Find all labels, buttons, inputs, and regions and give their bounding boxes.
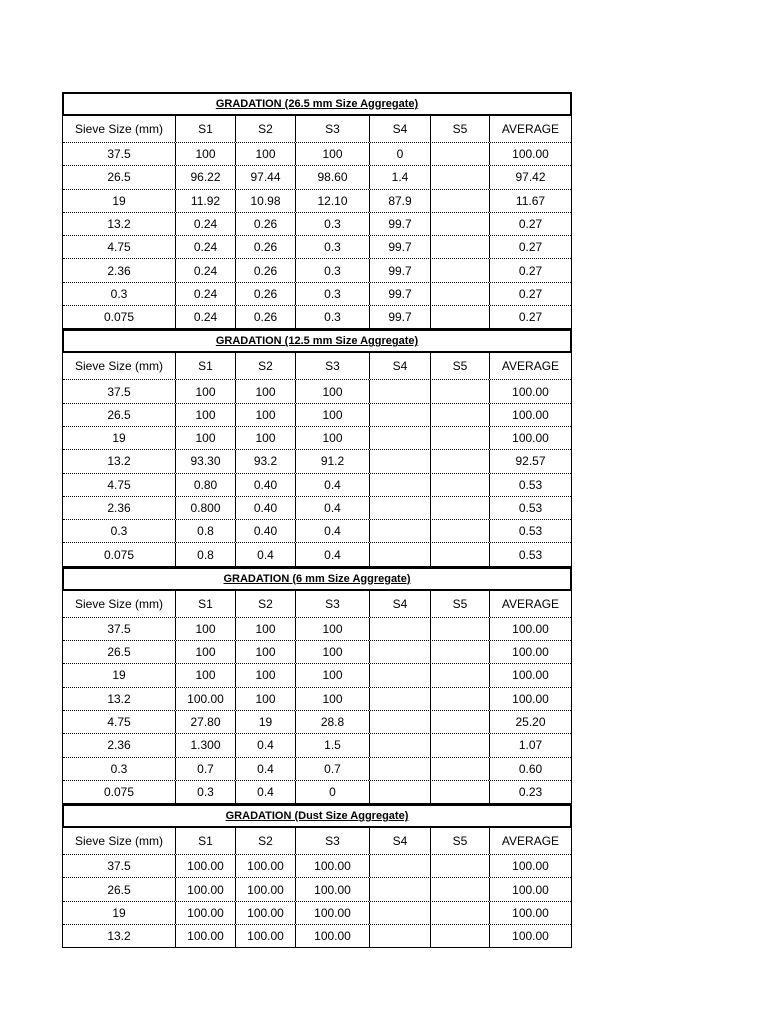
cell-s3: 0.3 <box>296 283 370 305</box>
cell-s5 <box>431 427 490 449</box>
cell-average: 0.53 <box>518 477 543 492</box>
cell-s3: 100.00 <box>296 925 370 947</box>
cell-sieve-size: 19 <box>63 902 176 924</box>
cell-sieve-size: 19 <box>63 427 176 449</box>
cell-s5 <box>431 855 490 877</box>
column-header-average: AVERAGE <box>501 122 560 136</box>
cell-s3: 0.3 <box>296 213 370 235</box>
cell-s5 <box>431 143 490 165</box>
header-row <box>63 116 571 143</box>
cell-average: 100.00 <box>512 645 549 660</box>
cell-s1: 100.00 <box>176 688 236 710</box>
cell-s2: 0.4 <box>236 758 296 780</box>
column-header-sieve-size: Sieve Size (mm) <box>63 828 176 854</box>
cell-s4: 99.7 <box>370 213 431 235</box>
cell-s1: 100 <box>176 380 236 402</box>
table-body <box>63 143 571 329</box>
cell-s5 <box>431 711 490 733</box>
cell-s5 <box>431 213 490 235</box>
cell-s1: 100.00 <box>176 878 236 900</box>
cell-s2: 100.00 <box>236 902 296 924</box>
cell-s2: 0.40 <box>236 497 296 519</box>
cell-sieve-size: 26.5 <box>63 641 176 663</box>
table-row <box>63 664 571 687</box>
cell-average: 100.00 <box>512 691 549 706</box>
cell-s2: 0.26 <box>236 259 296 281</box>
cell-s1: 0.24 <box>176 306 236 328</box>
table-row <box>63 474 571 497</box>
cell-s3: 0.4 <box>296 474 370 496</box>
cell-s5 <box>431 166 490 188</box>
cell-average: 100.00 <box>512 929 549 944</box>
cell-average: 100.00 <box>512 431 549 446</box>
column-header-s1: S1 <box>176 591 236 617</box>
cell-s5 <box>431 520 490 542</box>
table-row <box>63 641 571 664</box>
cell-s1: 0.80 <box>176 474 236 496</box>
cell-s2: 0.40 <box>236 474 296 496</box>
cell-average: 0.27 <box>518 217 543 232</box>
cell-sieve-size: 13.2 <box>63 213 176 235</box>
header-row <box>63 828 571 855</box>
cell-average: 0.53 <box>518 501 543 515</box>
cell-s1: 100 <box>176 143 236 165</box>
cell-s2: 100 <box>236 380 296 402</box>
cell-s4 <box>370 618 431 640</box>
cell-s3: 100.00 <box>296 855 370 877</box>
column-header-sieve-size: Sieve Size (mm) <box>63 353 176 379</box>
cell-s4 <box>370 688 431 710</box>
cell-s1: 100 <box>176 404 236 426</box>
cell-s1: 0.8 <box>176 543 236 565</box>
table-row <box>63 283 571 306</box>
table-row <box>63 543 571 566</box>
cell-sieve-size: 4.75 <box>63 236 176 258</box>
column-header-s1: S1 <box>176 353 236 379</box>
cell-s2: 100 <box>236 143 296 165</box>
gradation-table <box>62 92 572 329</box>
cell-average: 0.27 <box>518 286 543 301</box>
cell-s3: 100 <box>296 618 370 640</box>
cell-s3: 12.10 <box>296 190 370 212</box>
cell-sieve-size: 13.2 <box>63 925 176 947</box>
cell-s3: 100 <box>296 427 370 449</box>
cell-s5 <box>431 902 490 924</box>
cell-s1: 0.24 <box>176 259 236 281</box>
cell-s5 <box>431 474 490 496</box>
cell-s2: 0.40 <box>236 520 296 542</box>
cell-s1: 27.80 <box>176 711 236 733</box>
cell-s1: 11.92 <box>176 190 236 212</box>
column-header-average: AVERAGE <box>501 359 560 374</box>
cell-s5 <box>431 380 490 402</box>
column-header-sieve-size: Sieve Size (mm) <box>63 591 176 617</box>
cell-s1: 100 <box>176 618 236 640</box>
cell-average: 100.00 <box>512 147 549 162</box>
table-body <box>63 380 571 566</box>
cell-s2: 93.2 <box>236 450 296 472</box>
cell-average: 0.53 <box>518 524 543 539</box>
table-row <box>63 520 571 543</box>
cell-s4 <box>370 711 431 733</box>
column-header-s3: S3 <box>296 353 370 379</box>
cell-average: 97.42 <box>515 170 546 185</box>
column-header-average: AVERAGE <box>501 834 560 849</box>
header-row <box>63 353 571 380</box>
cell-s3: 0 <box>296 781 370 803</box>
cell-s2: 10.98 <box>236 190 296 212</box>
cell-sieve-size: 37.5 <box>63 855 176 877</box>
cell-average: 0.53 <box>518 547 543 562</box>
cell-s4 <box>370 543 431 565</box>
gradation-table <box>62 329 572 566</box>
cell-sieve-size: 37.5 <box>63 618 176 640</box>
cell-s1: 100.00 <box>176 925 236 947</box>
cell-s1: 96.22 <box>176 166 236 188</box>
table-row <box>63 166 571 189</box>
column-header-sieve-size: Sieve Size (mm) <box>63 116 176 142</box>
cell-s2: 19 <box>236 711 296 733</box>
table-row <box>63 855 571 878</box>
column-header-s2: S2 <box>236 116 296 142</box>
cell-s2: 100 <box>236 427 296 449</box>
cell-sieve-size: 37.5 <box>63 143 176 165</box>
cell-s4 <box>370 641 431 663</box>
cell-sieve-size: 37.5 <box>63 380 176 402</box>
cell-s1: 100 <box>176 664 236 686</box>
header-row <box>63 591 571 618</box>
cell-s3: 100 <box>296 664 370 686</box>
cell-s4 <box>370 758 431 780</box>
column-header-s1: S1 <box>176 116 236 142</box>
cell-s2: 100.00 <box>236 878 296 900</box>
cell-average: 0.23 <box>518 784 543 799</box>
cell-s1: 0.8 <box>176 520 236 542</box>
cell-average: 1.07 <box>518 738 543 753</box>
cell-s3: 0.3 <box>296 306 370 328</box>
cell-s5 <box>431 758 490 780</box>
cell-average: 25.20 <box>515 715 546 730</box>
cell-s5 <box>431 450 490 472</box>
column-header-s2: S2 <box>236 828 296 854</box>
table-body <box>63 618 571 804</box>
cell-s5 <box>431 734 490 756</box>
cell-s3: 0.4 <box>296 520 370 542</box>
cell-average: 100.00 <box>512 668 549 683</box>
column-header-s5: S5 <box>431 353 490 379</box>
cell-s2: 97.44 <box>236 166 296 188</box>
gradation-table <box>62 567 572 804</box>
cell-s4 <box>370 404 431 426</box>
column-header-s2: S2 <box>236 591 296 617</box>
cell-s1: 100.00 <box>176 902 236 924</box>
cell-s4 <box>370 902 431 924</box>
cell-s5 <box>431 925 490 947</box>
cell-s5 <box>431 688 490 710</box>
cell-s3: 100 <box>296 404 370 426</box>
cell-s5 <box>431 259 490 281</box>
table-row <box>63 259 571 282</box>
cell-s4 <box>370 520 431 542</box>
cell-s4: 1.4 <box>370 166 431 188</box>
cell-s5 <box>431 781 490 803</box>
cell-s4 <box>370 380 431 402</box>
cell-s3: 98.60 <box>296 166 370 188</box>
cell-s2: 0.26 <box>236 236 296 258</box>
cell-sieve-size: 19 <box>63 190 176 212</box>
cell-s4 <box>370 474 431 496</box>
cell-s5 <box>431 878 490 900</box>
cell-s2: 100 <box>236 664 296 686</box>
table-row <box>63 925 571 948</box>
column-header-s4: S4 <box>370 591 431 617</box>
table-body <box>63 855 571 948</box>
cell-s3: 100 <box>296 688 370 710</box>
column-header-s3: S3 <box>296 116 370 142</box>
cell-s5 <box>431 283 490 305</box>
cell-average: 100.00 <box>512 384 549 399</box>
table-row <box>63 143 571 166</box>
cell-s5 <box>431 543 490 565</box>
cell-sieve-size: 0.075 <box>63 543 176 565</box>
table-row <box>63 427 571 450</box>
cell-s3: 100.00 <box>296 902 370 924</box>
cell-average: 0.27 <box>518 310 543 325</box>
cell-s5 <box>431 618 490 640</box>
cell-sieve-size: 26.5 <box>63 404 176 426</box>
table-title: GRADATION (12.5 mm Size Aggregate) <box>62 329 572 353</box>
cell-s2: 100 <box>236 641 296 663</box>
cell-sieve-size: 0.3 <box>63 520 176 542</box>
cell-s1: 0.800 <box>176 497 236 519</box>
table-row <box>63 781 571 804</box>
cell-average: 100.00 <box>512 859 549 874</box>
table-row <box>63 758 571 781</box>
cell-s1: 0.7 <box>176 758 236 780</box>
cell-average: 0.60 <box>518 761 543 776</box>
cell-s1: 100 <box>176 427 236 449</box>
cell-s5 <box>431 641 490 663</box>
cell-s1: 0.24 <box>176 283 236 305</box>
table-row <box>63 497 571 520</box>
cell-s3: 0.3 <box>296 236 370 258</box>
cell-s3: 28.8 <box>296 711 370 733</box>
cell-s4: 0 <box>370 143 431 165</box>
cell-s5 <box>431 306 490 328</box>
cell-s4 <box>370 734 431 756</box>
cell-s2: 100.00 <box>236 925 296 947</box>
cell-s3: 100 <box>296 380 370 402</box>
cell-sieve-size: 0.075 <box>63 781 176 803</box>
column-header-s5: S5 <box>431 116 490 142</box>
cell-s3: 100.00 <box>296 878 370 900</box>
table-title: GRADATION (Dust Size Aggregate) <box>62 804 572 828</box>
column-header-s3: S3 <box>296 828 370 854</box>
cell-sieve-size: 4.75 <box>63 474 176 496</box>
cell-sieve-size: 0.3 <box>63 283 176 305</box>
cell-s3: 100 <box>296 143 370 165</box>
column-header-s5: S5 <box>431 828 490 854</box>
cell-s4: 99.7 <box>370 306 431 328</box>
cell-s3: 100 <box>296 641 370 663</box>
cell-s3: 91.2 <box>296 450 370 472</box>
column-header-s1: S1 <box>176 828 236 854</box>
cell-average: 11.67 <box>515 193 546 208</box>
cell-s1: 100.00 <box>176 855 236 877</box>
column-header-s5: S5 <box>431 591 490 617</box>
cell-s2: 0.4 <box>236 543 296 565</box>
table-row <box>63 734 571 757</box>
cell-s2: 0.4 <box>236 734 296 756</box>
cell-s2: 0.26 <box>236 283 296 305</box>
cell-s4: 99.7 <box>370 236 431 258</box>
cell-s2: 0.26 <box>236 306 296 328</box>
table-row <box>63 688 571 711</box>
table-row <box>63 213 571 236</box>
gradation-sheet <box>62 92 572 948</box>
table-row <box>63 404 571 427</box>
cell-s4: 87.9 <box>370 190 431 212</box>
cell-s4: 99.7 <box>370 259 431 281</box>
column-header-s4: S4 <box>370 353 431 379</box>
column-header-average: AVERAGE <box>501 596 560 611</box>
cell-s5 <box>431 190 490 212</box>
table-row <box>63 380 571 403</box>
cell-s1: 1.300 <box>176 734 236 756</box>
cell-s1: 93.30 <box>176 450 236 472</box>
table-row <box>63 450 571 473</box>
cell-sieve-size: 13.2 <box>63 450 176 472</box>
cell-sieve-size: 2.36 <box>63 497 176 519</box>
table-row <box>63 190 571 213</box>
cell-s3: 0.7 <box>296 758 370 780</box>
cell-s4 <box>370 781 431 803</box>
cell-sieve-size: 26.5 <box>63 878 176 900</box>
column-header-s3: S3 <box>296 591 370 617</box>
table-title: GRADATION (26.5 mm Size Aggregate) <box>62 92 572 116</box>
cell-s2: 100 <box>236 404 296 426</box>
cell-sieve-size: 19 <box>63 664 176 686</box>
cell-s5 <box>431 236 490 258</box>
cell-s2: 100 <box>236 618 296 640</box>
cell-s1: 0.24 <box>176 236 236 258</box>
gradation-table <box>62 804 572 948</box>
cell-s2: 100 <box>236 688 296 710</box>
cell-sieve-size: 13.2 <box>63 688 176 710</box>
cell-s3: 0.3 <box>296 259 370 281</box>
table-row <box>63 902 571 925</box>
cell-s4 <box>370 855 431 877</box>
cell-sieve-size: 0.075 <box>63 306 176 328</box>
column-header-s4: S4 <box>370 116 431 142</box>
cell-s5 <box>431 497 490 519</box>
cell-s4 <box>370 925 431 947</box>
cell-s4 <box>370 878 431 900</box>
cell-average: 0.27 <box>518 263 543 278</box>
column-header-s2: S2 <box>236 353 296 379</box>
table-row <box>63 306 571 329</box>
cell-sieve-size: 26.5 <box>63 166 176 188</box>
cell-average: 100.00 <box>512 905 549 920</box>
table-title: GRADATION (6 mm Size Aggregate) <box>62 567 572 591</box>
table-row <box>63 878 571 901</box>
cell-sieve-size: 0.3 <box>63 758 176 780</box>
cell-s2: 100.00 <box>236 855 296 877</box>
column-header-s4: S4 <box>370 828 431 854</box>
table-row <box>63 618 571 641</box>
table-row <box>63 236 571 259</box>
cell-s4 <box>370 664 431 686</box>
cell-average: 92.57 <box>515 454 546 469</box>
cell-s1: 100 <box>176 641 236 663</box>
cell-average: 100.00 <box>512 407 549 422</box>
cell-s3: 0.4 <box>296 497 370 519</box>
cell-s3: 1.5 <box>296 734 370 756</box>
cell-s5 <box>431 664 490 686</box>
table-row <box>63 711 571 734</box>
cell-sieve-size: 4.75 <box>63 711 176 733</box>
cell-s4 <box>370 450 431 472</box>
cell-average: 100.00 <box>512 882 549 897</box>
cell-s4 <box>370 427 431 449</box>
cell-s1: 0.24 <box>176 213 236 235</box>
cell-s5 <box>431 404 490 426</box>
cell-s4 <box>370 497 431 519</box>
cell-s2: 0.26 <box>236 213 296 235</box>
cell-sieve-size: 2.36 <box>63 259 176 281</box>
cell-average: 0.27 <box>518 240 543 255</box>
cell-average: 100.00 <box>512 621 549 636</box>
cell-s4: 99.7 <box>370 283 431 305</box>
cell-s1: 0.3 <box>176 781 236 803</box>
cell-s3: 0.4 <box>296 543 370 565</box>
cell-s2: 0.4 <box>236 781 296 803</box>
cell-sieve-size: 2.36 <box>63 734 176 756</box>
